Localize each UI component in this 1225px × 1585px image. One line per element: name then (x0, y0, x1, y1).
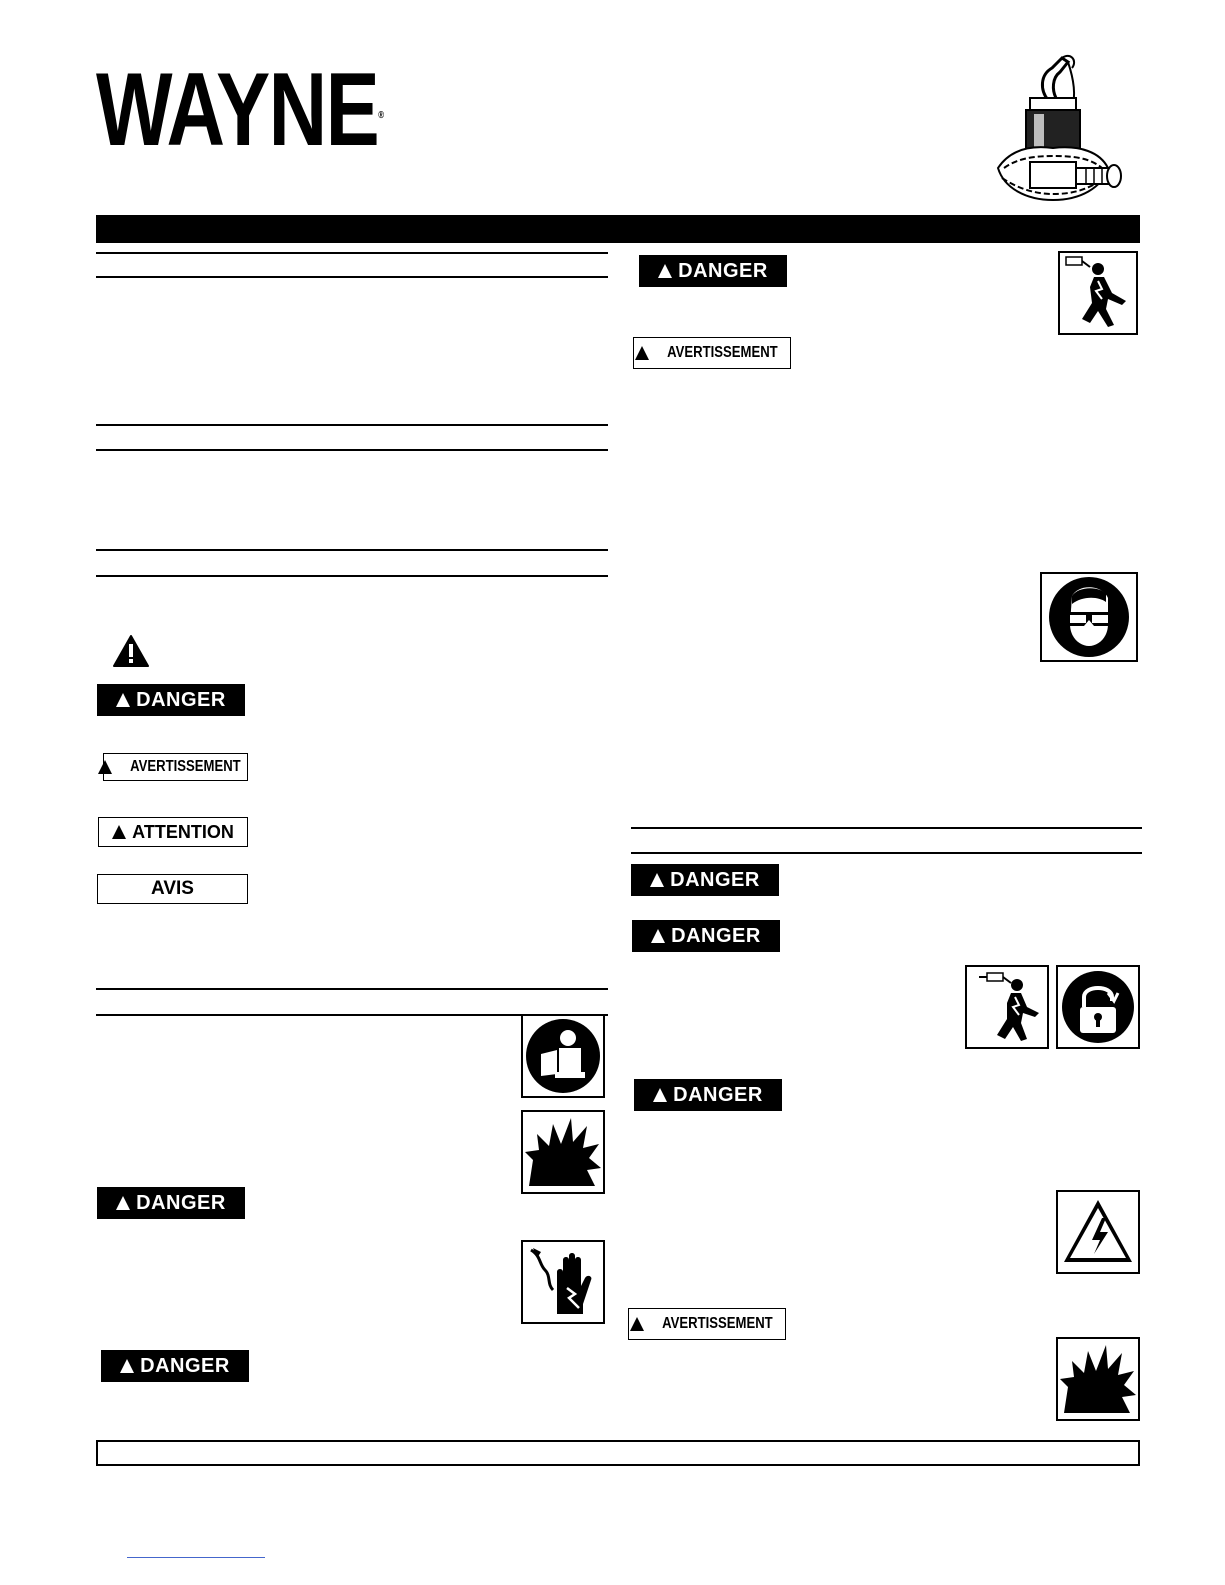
section-rule (96, 424, 608, 426)
explosion-icon (1056, 1337, 1140, 1421)
safety-goggles-icon (1040, 572, 1138, 662)
avertissement-label: AVERTISSEMENT (628, 1308, 786, 1340)
section-rule (96, 575, 608, 577)
section-rule (96, 988, 608, 990)
section-rule (631, 827, 1142, 829)
link-underline[interactable] (127, 1557, 265, 1558)
warning-triangle-icon (650, 873, 664, 887)
avertissement-label: AVERTISSEMENT (103, 753, 248, 781)
electric-shock-hand-icon (521, 1240, 605, 1324)
brand-name: WAYNE (96, 52, 379, 168)
avertissement-label: AVERTISSEMENT (633, 337, 791, 369)
section-rule (96, 252, 608, 254)
danger-label: DANGER (97, 684, 245, 716)
danger-label: DANGER (101, 1350, 249, 1382)
warning-triangle-icon (651, 929, 665, 943)
section-rule (631, 852, 1142, 854)
title-bar (96, 215, 1140, 243)
attention-label: ATTENTION (98, 817, 248, 847)
footer-box (96, 1440, 1140, 1466)
electrocution-person-icon (965, 965, 1049, 1049)
warning-triangle-icon (653, 1088, 667, 1102)
warning-triangle-icon (116, 693, 130, 707)
warning-triangle-icon (120, 1359, 134, 1373)
read-manual-icon (521, 1014, 605, 1098)
warning-triangle-icon (98, 760, 112, 774)
explosion-icon (521, 1110, 605, 1194)
danger-label: DANGER (639, 255, 787, 287)
warning-triangle-icon (630, 1317, 644, 1331)
section-rule (96, 276, 608, 278)
electrocution-person-icon (1058, 251, 1138, 335)
lockout-icon (1056, 965, 1140, 1049)
safety-alert-triangle-icon (112, 634, 150, 668)
danger-label: DANGER (631, 864, 779, 896)
registered-mark: ® (378, 110, 383, 121)
warning-triangle-icon (658, 264, 672, 278)
high-voltage-warning-icon (1056, 1190, 1140, 1274)
warning-triangle-icon (635, 346, 649, 360)
danger-label: DANGER (632, 920, 780, 952)
danger-label: DANGER (97, 1187, 245, 1219)
sump-pump-illustration (990, 50, 1140, 210)
avis-label: AVIS (97, 874, 248, 904)
warning-triangle-icon (112, 825, 126, 839)
warning-triangle-icon (116, 1196, 130, 1210)
section-rule (96, 549, 608, 551)
brand-logo (96, 52, 383, 168)
section-rule (96, 449, 608, 451)
danger-label: DANGER (634, 1079, 782, 1111)
